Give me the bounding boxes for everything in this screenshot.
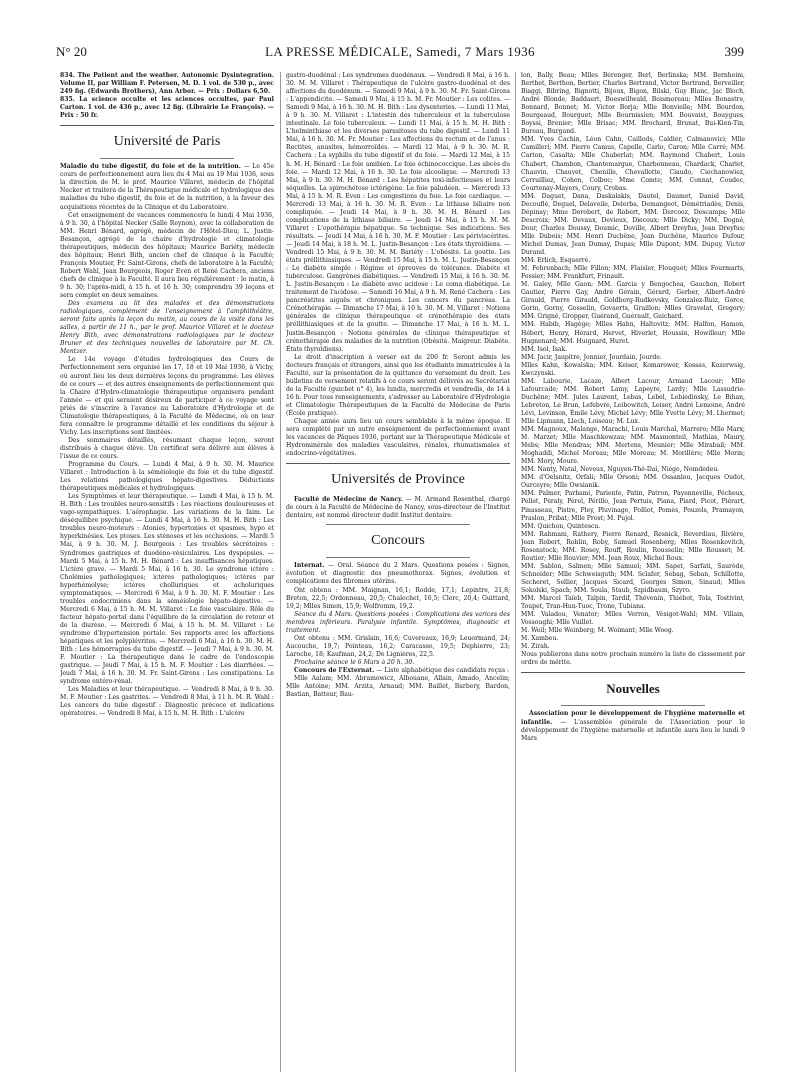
page-header	[56, 44, 744, 62]
list-item: MM. Quichon, Quintescu.	[521, 522, 601, 530]
list-item: M. Xambeu.	[521, 635, 559, 643]
nancy-title: Faculté de Médecine de Nancy.	[294, 496, 403, 504]
paragraph: Des examens au lit des malades et des démonstrations radiologiques, complément de l'enseignement à l'amphithéâtre, seront faits après la leçon du matin, au cours de la visite dans les salles, à partir de 11 h., par le prof. Maurice Villaret et le docteur Henry Bith, avec démonstrations radiologiques par le docteur Bruner et des techniques nouvelles de laboratoire par M. Ch. Mentzer.	[60, 300, 274, 356]
journal-title: LA PRESSE MÉDICALE, Samedi, 7 Mars 1936	[265, 44, 535, 59]
list-item: MM. Yves Cachin, Léon Cahn, Caillods, Caldier, Calmanovici; Mlle Camilleri; MM. Pierre Camus, Capelle, Carlo, Caron; Mlle Carré; MM. Carton, Casalta; Mlle Chaberlat; MM. Raymond Chabert, Louis Chabert, Chambon, Chantemargue, Charbonneau, Chardack, Charlet, Chauvin, Chauvet, Chenille, Chevallotte, Ciaudo, Ciechanowiez, Cerruilliez, Cohen, Colboc; Mme Comte; MM. Connat, Coudec, Courtenay-Mayers, Coury, Crobas.	[521, 136, 745, 192]
list-item: M. Galey, Mlle Gaon; MM. Garcia y Bengochea, Gauchon, Robert Gautier, Pierre Gay, André Gérain, Gérard, Gerber, Albert-André Girauld, Pierre Girauld, Goldberg-Rudkovsky, Gonzalez-Ruiz, Gorce, Gorin, Gorny, Gosselin, Govaerts, Graillon; Mlles Gravelat, Gregory; MM. Grigné, Gropper, Guérand, Guérault, Guichard.	[521, 281, 745, 321]
paragraph: Les Symptômes et leur thérapeutique. — Lundi 4 Mai, à 15 h. M. H. Bith : Les troubles neuro-sensitifs : Les réactions douloureuses et vago-sympathiques. L'aérophagie. Les variations de la faim. Le déséquilibre psychique. — Lundi 4 Mai, à 16 h. 30. M. H. Bith : Les troubles neuro-moteurs : Atonies, hypertonies et spasmes, hypo et hyperkinésies. Les ptoses. Les sténoses et les occlusions. — Mardi 5 Mai, à 9 h. 30. M. J. Bourgeois : Les troubles sécrétoires : Syndromes gastriques et duodéno-vésiculaires. Les dyspepsies. — Mardi 5 Mai, à 15 h. M. H. Bénard : Les insuffisances hépatiques. L'ictère grave. — Mardi 5 Mai, à 16 h. 30. Le syndrome ictère : Cholémies pathologiques; ictères pathologiques; ictères par hyperhémolyse; ictères cholluriques et acholuriques symptomatiques. — Mercredi 6 Mai, à 9 h. 30. M. F. Moutier : Les troubles endocriniens dans la séméiologie hépato-digestive. — Mercredi 6 Mai, à 15 h. M. M. Villaret : Le foie vasculaire. Rôle du facteur hépato-portal dans l'équilibre de la circulation de retour et de la diurèse. — Mercredi 6 Mai, à 15 h. M. M. Villaret : Le syndrome d'hypertension portale. Ses rapports avec les affections hépatiques et les polyplévrites. — Mercredi 6 Mai, à 16 h. 30. M. H. Bith : Les hémorragies du tube digestif. — Jeudi 7 Mai, à 9 h. 30. M. F. Moutier : La thérapeutique dans le cadre de l'endoscopie gastrique. — Jeudi 7 Mai, à 15 h. M. F. Moutier : Les diarrhées. — Jeudi 7 Mai, à 16 h. 30. M. Fr. Saint-Girons : Les constipations. Le syndrome entéro-rénal.	[60, 493, 274, 686]
paragraph: gastro-duodénal : Les syndromes duodénaux. — Vendredi 8 Mai, à 16 h. 30. M. M. Villaret : Thérapeutique de l'ulcère gastro-duodénal et des affections du duodénum. — Samedi 9 Mai, à 9 h. 30. M. Fr. Saint-Girons : L'appendicite. — Samedi 9 Mai, à 15 h. M. Fr. Moutier : Les colites. — Samedi 9 Mai, à 16 h. 30. M. H. Bith : Les dysenteries. — Lundi 11 Mai, à 9 h. 30. M. Villaret : L'intestin des tuberculeux et la tuberculose intestinale. Le foie tuberculeux. — Lundi 11 Mai, à 15 h. M. H. Bith : L'helminthiase et les diverses parasitoses du tube digestif. — Lundi 11 Mai, à 16 h. 30. M. Fr. Moutier : Les affections du rectum et de l'anus : Rectites, anusites, hémorroïdes. — Mardi 12 Mai, à 9 h. 30. M. R. Cachera : La syphilis du tube digestif et du foie. — Mardi 12 Mai, à 15 h. M. H. Bénard : Le foie amibien. Le foie échinococcique. Les abcès du foie. — Mardi 12 Mai, à 16 h. 30. Le foie alcoolique. — Mercredi 13 Mai, à 9 h. 30. M. H. Bénard : Les hépatites toxi-infectieuses et leurs séquelles. La spirochétose ictérigène. Le foie paludéen. — Mercredi 13 Mai, à 15 h. M. R. Even : Les congestions du foie. Le foie cardiaque. — Mercredi 13 Mai, à 16 h. 30. M. R. Even : La lithiase biliaire non compliquée. — Jeudi 14 Mai, à 9 h. 30. M. H. Bénard : Les complications de la lithiase biliaire. — Jeudi 14 Mai, à 15 h. M. M. Villaret : L'opothérapie hépatique. Sa technique. Ses indications. Ses résultats. — Jeudi 14 Mai, à 16 h. 30. M. F. Moutier : Les périviscérites. — Jeudi 14 Mai, à 18 h. M. L. Justin-Besançon : Les états thyroïdiens. — Vendredi 15 Mai, à 9 h. 30. M. M. Bariéty : L'obésité. La goutte. Les états préllithiasiques. — Vendredi 15 Mai, à 15 h. M. L. Justin-Besançon : Le diabète simple : Régime et épreuves de tolérance. Diabète et tuberculose. Gangrènes diabétiques. — Vendredi 15 Mai, à 16 h. 30. M. L. Justin-Besançon : Le diabète avec acidose : Le coma diabétique. Le traitement de l'acidose. — Samedi 16 Mai, à 9 h. M. René Cachera : Les pancréatites aiguës et chroniques. Les cancers du pancréas. La Crénothérapie. — Dimanche 17 Mai, à 10 h. 30. M. M. Villaret : Notions générales de clinique thérapeutique et crénothérapie des états préllithiasiques et de la goutte. — Dimanche 17 Mai, à 16 h. M. L. Justin-Besançon : Notions générales de clinique thérapeutique et crénothérapie des maladies de la nutrition (Obésité. Maigreur. Diabète. États thyroïdiens).	[286, 72, 510, 353]
list-item: MM. d'Oelsnitz, Orfali; Mlle Orsoni; MM. Ossanlou, Jacques Oudot, Ourceyre; Mlle Owsianik.	[521, 474, 745, 490]
separator	[60, 125, 274, 126]
list-item: MM. Palmer, Parhami, Pariente, Patin, Patron, Payenneville, Pécheux, Pellet, Péraly, Pérel, Périllo, Jean Pertuis, Piana, Piard, Picot, Piérart, Pinasseau, Pistre, Pley, Pluvinage, Polliot, Pomès, Pouzols, Pramayon, Praslon, Pribat; Mlle Prost; M. Pujol.	[521, 490, 745, 522]
candidate-list	[521, 72, 745, 667]
paragraph: Chaque année aura lieu un cours semblable à la même époque. Il sera complété par un autre enseignement de perfectionnement avant les vacances de Pâques 1936, portant sur la Thérapeutique Médicale et Hydrominérale des maladies vasculaires, rénales, rhumatismales et endocrino-végétatives.	[286, 418, 510, 458]
list-item: M. Weil; Mlle Weinberg; M. Woimant; Mlle Woog.	[521, 627, 674, 635]
candidate-list: Mlle Aalam; MM. Abramowicz, Albouane, Allain, Amado, Ancelin; Mlle Antoine; MM. Arzita, Arnaud; MM. Baillet, Barbery, Bardon, Bastian, Batteur, Bau-	[286, 675, 510, 699]
paragraph: Cet enseignement de vacances commencera le lundi 4 Mai 1936, à 9 h. 30, à l'hôpital Necker (Salle Reynon), avec la collaboration de MM. Henri Bénard, agrégé, médecin de l'Hôtel-Dieu; L. Justin-Besançon, agrégé de la chaire d'hydrologie et climatologie thérapeutiques, médecin des hôpitaux; Maurice Bariéty, médecin des hôpitaux; Henri Bith, ancien chef de clinique à la Faculté; François Moutier, Fr. Saint-Girons, chefs de laboratoire à la Faculté; Robert Wahl, Jean Bourgeois, Roger Even et René Cachera, anciens chefs de clinique à la Faculté. Il aura lieu régulièrement : le matin, à 9 h. 30; l'après-midi, à 15 h. et 16 h. 30; comprendra 39 leçons et sera complet en deux semaines.	[60, 211, 274, 300]
issue-number: N° 20	[56, 44, 87, 59]
column-3	[521, 72, 745, 1077]
paragraph: — Liste alphabétique des candidats reçus :	[376, 667, 510, 674]
list-item: MM. Sablon, Salmen; Mlle Samuel; MM. Sapet, Sarfati, Saurède, Schneider; Mlle Schweisguth; MM. Sclafer, Sebag, Seban, Schillotte, Secheret, Sellier, Jacques Sicard, Georges Simon, Sinaud; Mlles Sokolski, Spach; MM. Soula, Staub, Szpidbaum, Szyro.	[521, 562, 745, 594]
list-item: M. Zirah.	[521, 643, 550, 651]
column-2	[286, 72, 510, 1077]
list-item: MM. Daguet, Dana, Daskalakis, Dautel, Daumet, Daniel David, Decouflé, Deguel, Delaveile, Delerba, Demangeot, Démétriadès, Denis, Dépinay; Mme Derobert, de Robert, MM. Dercooz, Descamps; Mlle Descroix; MM. Devaux, Devieux, Diecoux; Mlle Dicky; MM. Dogné, Dour, Charles Doussy, Doumic, Doville, Albert Dreyfus, Jean Dreyfus; Mlle Dubois; MM. Henri Duchêne, Jean Duchêne, Maurice Dufour, Michel Dumas, Jean Dumay, Dupas; Mlle Dupont; MM. Dupuy, Victor Durand.	[521, 192, 745, 257]
separator	[326, 557, 470, 558]
list-item: Mlles Kahn, Kowalska; MM. Keiser, Komarower, Kossas, Kozerwsig, Kwczynski.	[521, 361, 745, 377]
column-divider	[280, 72, 281, 1072]
paragraph: Ont obtenu : MM. Maignan, 16,1; Rodde, 17,1; Lepintre, 21,8; Breton, 22,5; Ordonneau, 20,5; Chalochet, 16,5; Clerc, 20,4; Guittard, 19,2; Mlles Simon, 15,9; Wolfromm, 19,2.	[286, 586, 510, 610]
separator	[100, 158, 234, 159]
list-item: M. Fehrenbach; Mlle Fillon; MM. Flaisler, Flouquet; Mlles Fourmarts, Fossier; MM. Frankfurt, Frinault.	[521, 265, 745, 281]
internat-title: Internat.	[294, 562, 325, 570]
section-title-paris: Université de Paris	[113, 134, 221, 150]
paragraph: Ont obtenu : MM. Grislain, 16,6; Cuvereaux, 16,9; Leuormand, 24; Aucouche, 19,7; Pointeau, 16,2; Caracasso, 19,5; Dephierre, 23; Laroche, 18; Kaufman, 24,2; De Lignières, 22,5.	[286, 634, 510, 658]
paragraph: Les Maladies et leur thérapeutique. — Vendredi 8 Mai, à 9 h. 30. M. F. Moutier : Les gastrites. — Vendredi 8 Mai, à 11 h. M. R. Wahl : Les cancers du tube digestif : Diagnostic précoce et indications opératoires. — Vendredi 8 Mai, à 15 h. M. H. Bith : L'ulcère	[60, 686, 274, 718]
paragraph: — M. Armand Rosenthal, chargé de cours à la Faculté de Médecine de Nancy, sous-directeur de l'Institut dentaire, est nommé directeur dudit Institut dentaire.	[286, 496, 510, 520]
separator	[521, 672, 745, 673]
paragraph: Prochaine séance le 6 Mars à 20 h. 30.	[294, 658, 415, 666]
list-item: Nous publierons dans notre prochain numéro la liste de classement par ordre de mérite.	[521, 651, 745, 667]
list-item: MM. Labourie, Lacaze, Albert Lacour, Armand Lacour; Mlle Lafourcade; MM. Robert Lamy, Lapeyre, Lardy; Mlle Lassudrie-Duchêne; MM. Jules Laurent, Lebas, Lebel, Lebiedinsky, Le Bihan, Lebreton, Le Brun, Lefebvre, Leibowitch, Leiser, André Lemoine, André Lévi, Levinson, Émile Lévy, Michel Lévy; Mlle Yvette Lévy; M. Lhermet; Mlle Lipmann, Llech, Loiseau; M. Lux.	[521, 377, 745, 426]
paragraph: — Oral. Séance du 2 Mars. Questions posées : Signes, évolution et diagnostic des pneumothorax. Signes, évolution et complications des fibromes utérins.	[286, 562, 510, 586]
list-item: MM. Magnoux, Malange, Marachi, Louis Marchal, Marrero; Mlle Marx; M. Marzet; Mlle Maschkowzau; MM. Masmonteil, Mathias, Maury, Mebs; Mlle Mendras; MM. Mertens, Meunier; Mlle Mirabail; MM. Moghaddi, Michel Moreau; Mlle Moreau; M. Morillère; Mlle Morin; MM. Mory, Moure.	[521, 426, 745, 466]
column-1	[60, 72, 274, 1077]
list-item: MM. Nanty, Natal, Neveux, Nguyen-Thé-Dai, Niégo, Nomdedeu.	[521, 466, 720, 474]
separator	[326, 524, 470, 525]
externat-title: Concours de l'Externat.	[294, 667, 375, 674]
paragraph: Des sommaires détaillés, résumant chaque leçon, seront distribués à chaque élève. Un certificat sera délivré aux élèves à l'issue de ce cours.	[60, 436, 274, 460]
biblio-entry: 834. The Patient and the weather. Autonomic Dysintegration. Volume II, par William F. Petersen, M. D. 1 vol. de 530 p., avec 249 fig. (Edwards Brothers), Ann Arbor. — Prix : Dollars 6,50.	[60, 72, 274, 96]
assoc-title: Association pour le développement de l'hygiène maternelle et infantile.	[521, 710, 745, 726]
list-item: MM. Jacir, Jaupitre, Jonnier, Jourdain, Jourde.	[521, 353, 662, 361]
bibliography	[60, 72, 274, 120]
list-item: MM. Marcel Taïeb, Talpin, Tardif, Thévenin, Thiébot, Tola, Tostivint, Toupet, Tran-Hun-Tuoc, Trone, Tubiana.	[521, 595, 745, 611]
paragraph: Le droit d'inscription à verser est de 200 fr. Seront admis les docteurs français et étrangers, ainsi que les étudiants immatriculés à la Faculté, sur la présentation de la quittance du versement du droit. Les bulletins de versement relatifs à ce cours seront délivrés au Secrétariat de la Faculté (guichet n° 4), les lundis, mercredis et vendredis, de 14 à 16 h. Pour tous renseignements, s'adresser au Laboratoire d'Hydrologie et Climatologie Thérapeutiques de la Faculté de Médecine de Paris (École pratique).	[286, 353, 510, 417]
list-item: MM. Erlich, Esquerré.	[521, 257, 591, 265]
list-item: MM. Rahmani, Rathery, Pierre Renard, Resnick, Reverdiau, Rivière, Jean Robert, Roblin, Roby, Samuel Rosenberg; Mlles Rosenkovitch, Rosenstock; MM. Rosey, Rouff, Roulin, Rousselin; Mlle Rousset; M. Routier; Mlle Rouvier; MM. Jean Roux, Michel Roux.	[521, 530, 745, 562]
list-item: MM. Valadou, Venator; Mlles Verron, Vésigot-Wahl; MM. Villain, Vossoughi; Mlle Vuillet.	[521, 611, 745, 627]
list-item: lon, Bally, Beau; Mlles Bérenger, Berl, Berlinska; MM. Bernheim, Berthet, Berthon, Bertier, Charles Bertrand, Victor Bertrand, Berveiller, Biaggi, Bibring, Bignotti, Bijoux, Bigon, Bilski, Guy Blanc, Jac Bloch, André Blonde, Baddaert, Boeswillwald, Boismoreau; Mlles Bonastre, Bonnard, Bonnet; M. Victor Borja; Mlle Bonvielle; MM. Bourdon, Bourgeaud, Bourguet; Mlle Bournissien; MM. Bouvaist, Bouygues, Boyssi, Brenier; Mlle Brisac; MM. Brochard, Brunat, Bui-Kien-Tin, Bureau, Burgand.	[521, 72, 745, 136]
list-item: MM. Habib, Hagège; Mlles Hahn, Haltovitz; MM. Halfon, Hamon, Hébert, Henry, Hérard, Hervet, Hiverlet, Houssin, Howilleur; Mlle Hugnenard; MM. Huignard, Huret.	[521, 321, 745, 345]
section-title-concours: Concours	[371, 533, 425, 549]
biblio-entry: 835. La science occulte et les sciences occultes, par Paul Carton. 1 vol. de 436 p., avec 12 fig. (Librairie Le François). — Prix : 50 fr.	[60, 96, 274, 120]
course-title: Maladie du tube digestif, du foie et de la nutrition.	[60, 163, 241, 171]
list-item: MM. Isol, Isak.	[521, 345, 568, 353]
paragraph: — L'assemblée générale de l'Association pour le développement de l'hygiène maternelle et infantile aura lieu le lundi 9 Mars	[521, 718, 745, 742]
paragraph: Séance du 4 Mars. Questions posées : Complications des varices des membres inférieurs. Paralysie infantile. Symptômes, diagnostic et traitement.	[286, 610, 510, 634]
separator	[561, 705, 705, 706]
section-title-nouvelles: Nouvelles	[606, 681, 660, 697]
paragraph: — Le 45e cours de perfectionnement aura lieu du 4 Mai au 19 Mai 1936, sous la direction de M. le prof. Maurice Villaret, médecin de l'hôpital Necker et traitera de la Thérapeutique médicale et hydrologique des maladies du tube digestif, du foie et de la nutrition, à la faveur des acquisitions récentes de la Clinique et du Laboratoire.	[60, 163, 274, 211]
paragraph: Le 14e voyage d'études hydrologiques des Cours de Perfectionnement sera organisé les 17, 18 et 19 Mai 1936, à Vichy, où auront lieu les deux dernières leçons du programme. Les élèves de ce cours — et des autres enseignements de perfectionnement que la Chaire d'Hydro-climatologie thérapeutique organisera pendant l'année — et qui seraient désireux de participer à ce voyage sont priés de s'inscrire à l'avance au Laboratoire d'Hydrologie et de Climatologie thérapeutiques, à la Faculté de Médecine, où on leur fera connaître le programme détaillé et les conditions du séjour à Vichy. Les inscriptions sont limitées.	[60, 356, 274, 436]
paragraph: Programme du Cours. — Lundi 4 Mai, à 9 h. 30. M. Maurice Villaret : Introduction à la séméiologie du foie et du tube digestif. Les relations pathologiques hépato-digestives. Déductions thérapeutiques médicales et hydrologiques.	[60, 461, 274, 493]
column-divider	[515, 72, 516, 1072]
separator	[286, 463, 510, 464]
section-title-province: Universités de Province	[331, 472, 465, 488]
page-number: 399	[724, 44, 744, 59]
